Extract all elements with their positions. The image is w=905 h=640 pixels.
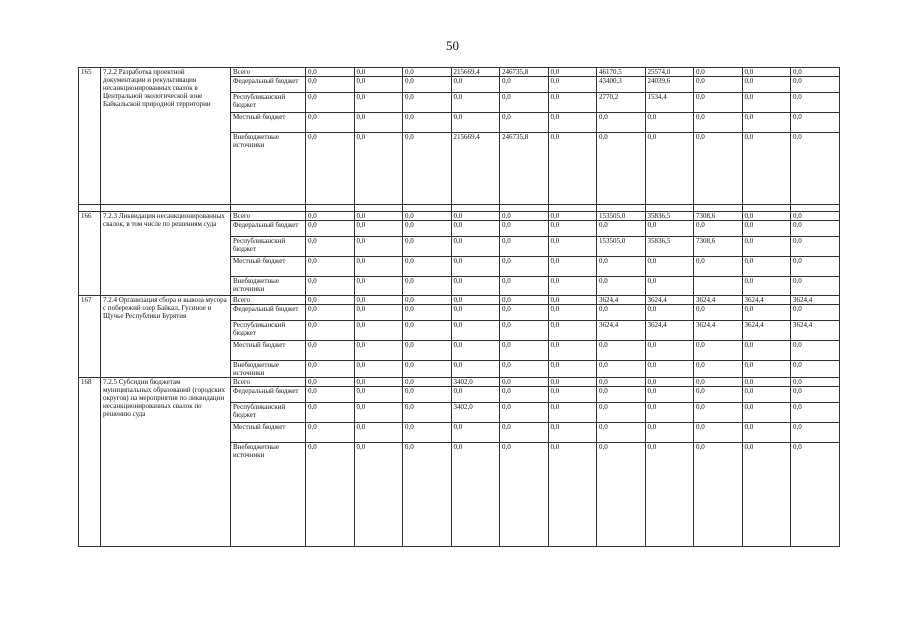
measure-title: 7.2.2 Разработка проектной документации и рекультивация несанкционированных свалок в Центральной экологической зоне Байкальской природной территории: [101, 68, 231, 205]
amount-cell: 0,0: [403, 221, 452, 237]
amount-cell: 0,0: [548, 296, 597, 305]
amount-cell: 0,0: [791, 113, 840, 133]
amount-cell: 0,0: [548, 387, 597, 403]
amount-cell: 43400,3: [597, 77, 646, 93]
amount-cell: 0,0: [354, 212, 403, 221]
amount-cell: 3624,4: [791, 321, 840, 341]
amount-cell: 0,0: [306, 296, 355, 305]
amount-cell: 0,0: [791, 403, 840, 423]
amount-cell: 35836,5: [645, 237, 694, 257]
amount-cell: 0,0: [306, 237, 355, 257]
amount-cell: 0,0: [548, 378, 597, 387]
amount-cell: 3402,0: [451, 403, 500, 423]
amount-cell: 0,0: [403, 361, 452, 378]
measure-title: 7.2.5 Субсидии бюджетам муниципальных образований (городских округов) на мероприятия по ликвидации несанкционированных свалок по решению суда: [101, 378, 231, 547]
amount-cell: 0,0: [354, 68, 403, 77]
amount-cell: 0,0: [742, 212, 791, 221]
amount-cell: 0,0: [548, 237, 597, 257]
budget-table: [78, 67, 840, 547]
table-row: [79, 212, 840, 221]
funding-source: Федеральный бюджет: [231, 77, 306, 93]
amount-cell: 0,0: [742, 113, 791, 133]
amount-cell: 46170,5: [597, 68, 646, 77]
block-spacer: [79, 205, 840, 212]
amount-cell: 0,0: [548, 443, 597, 547]
spacer-cell: [306, 205, 355, 212]
spacer-cell: [791, 205, 840, 212]
measure-title: 7.2.3 Ликвидация несанкционированных свалок, в том числе по решениям суда: [101, 212, 231, 296]
table-row: [79, 296, 840, 305]
amount-cell: 0,0: [597, 387, 646, 403]
spacer-cell: [451, 205, 500, 212]
amount-cell: 0,0: [403, 277, 452, 296]
amount-cell: 0,0: [451, 113, 500, 133]
amount-cell: 35836,5: [645, 212, 694, 221]
amount-cell: 0,0: [791, 77, 840, 93]
spacer-cell: [403, 205, 452, 212]
amount-cell: 3624,4: [742, 296, 791, 305]
amount-cell: 0,0: [742, 387, 791, 403]
amount-cell: 0,0: [694, 341, 743, 361]
funding-source: Внебюджетные источники: [231, 133, 306, 205]
amount-cell: 0,0: [694, 361, 743, 378]
amount-cell: 0,0: [451, 341, 500, 361]
amount-cell: 0,0: [597, 257, 646, 277]
amount-cell: 0,0: [645, 277, 694, 296]
amount-cell: 0,0: [645, 378, 694, 387]
amount-cell: 0,0: [742, 237, 791, 257]
funding-source: Всего: [231, 212, 306, 221]
amount-cell: 0,0: [548, 113, 597, 133]
amount-cell: 1534,4: [645, 93, 694, 113]
row-number: 168: [79, 378, 101, 547]
amount-cell: 0,0: [500, 113, 549, 133]
amount-cell: 0,0: [354, 113, 403, 133]
funding-source: Местный бюджет: [231, 113, 306, 133]
amount-cell: 0,0: [548, 68, 597, 77]
amount-cell: 0,0: [597, 133, 646, 205]
amount-cell: 0,0: [451, 212, 500, 221]
amount-cell: 0,0: [742, 443, 791, 547]
amount-cell: 0,0: [451, 277, 500, 296]
amount-cell: 0,0: [354, 221, 403, 237]
amount-cell: 0,0: [403, 133, 452, 205]
amount-cell: 0,0: [548, 423, 597, 443]
amount-cell: 3402,0: [451, 378, 500, 387]
amount-cell: 0,0: [403, 68, 452, 77]
amount-cell: 0,0: [694, 77, 743, 93]
funding-source: Местный бюджет: [231, 257, 306, 277]
amount-cell: 0,0: [451, 361, 500, 378]
table-row: [79, 68, 840, 77]
amount-cell: 0,0: [306, 68, 355, 77]
funding-source: Внебюджетные источники: [231, 443, 306, 547]
amount-cell: 0,0: [791, 68, 840, 77]
amount-cell: 0,0: [306, 93, 355, 113]
amount-cell: 0,0: [548, 221, 597, 237]
amount-cell: 0,0: [791, 237, 840, 257]
spacer-cell: [548, 205, 597, 212]
amount-cell: 0,0: [694, 387, 743, 403]
amount-cell: 3624,4: [791, 296, 840, 305]
amount-cell: 0,0: [548, 212, 597, 221]
amount-cell: 0,0: [451, 77, 500, 93]
spacer-cell: [597, 205, 646, 212]
amount-cell: 0,0: [500, 93, 549, 113]
amount-cell: 0,0: [791, 361, 840, 378]
amount-cell: 0,0: [694, 423, 743, 443]
amount-cell: 0,0: [403, 296, 452, 305]
amount-cell: 7308,6: [694, 237, 743, 257]
amount-cell: 0,0: [451, 237, 500, 257]
amount-cell: 0,0: [451, 321, 500, 341]
amount-cell: 0,0: [306, 113, 355, 133]
amount-cell: 0,0: [791, 305, 840, 321]
amount-cell: 0,0: [403, 305, 452, 321]
amount-cell: 0,0: [451, 423, 500, 443]
amount-cell: 0,0: [500, 212, 549, 221]
amount-cell: 0,0: [403, 113, 452, 133]
spacer-cell: [231, 205, 306, 212]
table-row: [79, 378, 840, 387]
amount-cell: 0,0: [306, 305, 355, 321]
amount-cell: 0,0: [694, 93, 743, 113]
amount-cell: 0,0: [597, 113, 646, 133]
spacer-cell: [645, 205, 694, 212]
funding-source: Федеральный бюджет: [231, 387, 306, 403]
amount-cell: 0,0: [645, 403, 694, 423]
amount-cell: 0,0: [403, 212, 452, 221]
amount-cell: 0,0: [597, 277, 646, 296]
amount-cell: 0,0: [548, 305, 597, 321]
amount-cell: 0,0: [306, 277, 355, 296]
amount-cell: 0,0: [354, 387, 403, 403]
amount-cell: 0,0: [500, 378, 549, 387]
amount-cell: 153505,0: [597, 212, 646, 221]
page-number: 50: [446, 38, 459, 53]
funding-source: Местный бюджет: [231, 341, 306, 361]
amount-cell: 0,0: [354, 341, 403, 361]
funding-source: Всего: [231, 68, 306, 77]
amount-cell: 0,0: [694, 113, 743, 133]
amount-cell: 0,0: [451, 305, 500, 321]
amount-cell: 0,0: [306, 387, 355, 403]
amount-cell: 0,0: [645, 423, 694, 443]
amount-cell: 0,0: [354, 133, 403, 205]
amount-cell: 0,0: [742, 341, 791, 361]
amount-cell: 0,0: [500, 221, 549, 237]
amount-cell: 0,0: [403, 77, 452, 93]
amount-cell: 0,0: [403, 237, 452, 257]
amount-cell: 0,0: [306, 423, 355, 443]
amount-cell: 0,0: [742, 133, 791, 205]
amount-cell: 0,0: [548, 321, 597, 341]
amount-cell: 3624,4: [694, 296, 743, 305]
amount-cell: 0,0: [354, 443, 403, 547]
amount-cell: 0,0: [742, 93, 791, 113]
amount-cell: 0,0: [500, 305, 549, 321]
amount-cell: 0,0: [451, 93, 500, 113]
amount-cell: 0,0: [403, 321, 452, 341]
amount-cell: 0,0: [694, 443, 743, 547]
amount-cell: 25574,0: [645, 68, 694, 77]
amount-cell: 0,0: [403, 443, 452, 547]
funding-source: Всего: [231, 378, 306, 387]
amount-cell: 0,0: [548, 277, 597, 296]
funding-source: Внебюджетные источники: [231, 361, 306, 378]
amount-cell: 3624,4: [694, 321, 743, 341]
amount-cell: 0,0: [548, 133, 597, 205]
row-number: 167: [79, 296, 101, 378]
amount-cell: 0,0: [694, 133, 743, 205]
amount-cell: 0,0: [597, 221, 646, 237]
amount-cell: 0,0: [403, 341, 452, 361]
amount-cell: 0,0: [500, 277, 549, 296]
amount-cell: 0,0: [403, 378, 452, 387]
funding-source: Республиканский бюджет: [231, 321, 306, 341]
amount-cell: 0,0: [403, 93, 452, 113]
spacer-cell: [694, 205, 743, 212]
spacer-cell: [500, 205, 549, 212]
amount-cell: 0,0: [742, 221, 791, 237]
amount-cell: 0,0: [500, 361, 549, 378]
amount-cell: 0,0: [548, 361, 597, 378]
amount-cell: 0,0: [306, 378, 355, 387]
amount-cell: 0,0: [306, 443, 355, 547]
amount-cell: 0,0: [597, 305, 646, 321]
amount-cell: 0,0: [597, 378, 646, 387]
spacer-cell: [354, 205, 403, 212]
amount-cell: 0,0: [451, 387, 500, 403]
amount-cell: 0,0: [548, 93, 597, 113]
amount-cell: 0,0: [791, 378, 840, 387]
amount-cell: 0,0: [597, 443, 646, 547]
amount-cell: 0,0: [451, 443, 500, 547]
amount-cell: 0,0: [354, 277, 403, 296]
amount-cell: 0,0: [645, 133, 694, 205]
amount-cell: 0,0: [791, 443, 840, 547]
amount-cell: 0,0: [306, 212, 355, 221]
spacer-cell: [742, 205, 791, 212]
amount-cell: 0,0: [306, 221, 355, 237]
amount-cell: 0,0: [500, 257, 549, 277]
amount-cell: 0,0: [500, 403, 549, 423]
amount-cell: 0,0: [354, 361, 403, 378]
amount-cell: 0,0: [694, 257, 743, 277]
amount-cell: 0,0: [742, 361, 791, 378]
amount-cell: 0,0: [354, 257, 403, 277]
amount-cell: 0,0: [451, 257, 500, 277]
amount-cell: 0,0: [451, 221, 500, 237]
amount-cell: 24039,6: [645, 77, 694, 93]
funding-source: Республиканский бюджет: [231, 237, 306, 257]
measure-title: 7.2.4 Организация сбора и вывоза мусора с побережий озер Байкал, Гусиное и Щучье Республики Бурятия: [101, 296, 231, 378]
funding-source: Внебюджетные источники: [231, 277, 306, 296]
amount-cell: 215669,4: [451, 68, 500, 77]
amount-cell: 0,0: [306, 133, 355, 205]
amount-cell: 0,0: [354, 403, 403, 423]
amount-cell: 0,0: [548, 341, 597, 361]
spacer-cell: [79, 205, 101, 212]
spacer-cell: [101, 205, 231, 212]
amount-cell: 3624,4: [645, 321, 694, 341]
amount-cell: 0,0: [500, 77, 549, 93]
amount-cell: 0,0: [306, 361, 355, 378]
amount-cell: 0,0: [742, 277, 791, 296]
amount-cell: 0,0: [500, 387, 549, 403]
amount-cell: 0,0: [306, 403, 355, 423]
amount-cell: 0,0: [500, 321, 549, 341]
amount-cell: 0,0: [742, 305, 791, 321]
amount-cell: 0,0: [694, 403, 743, 423]
amount-cell: 0,0: [548, 403, 597, 423]
amount-cell: 2770,2: [597, 93, 646, 113]
row-number: 165: [79, 68, 101, 205]
amount-cell: 0,0: [354, 77, 403, 93]
amount-cell: 246735,8: [500, 68, 549, 77]
amount-cell: 0,0: [597, 423, 646, 443]
amount-cell: 3624,4: [597, 296, 646, 305]
amount-cell: 0,0: [645, 221, 694, 237]
amount-cell: 0,0: [306, 321, 355, 341]
amount-cell: 0,0: [645, 341, 694, 361]
amount-cell: 0,0: [500, 296, 549, 305]
amount-cell: 0,0: [791, 221, 840, 237]
amount-cell: 0,0: [500, 341, 549, 361]
amount-cell: 0,0: [354, 93, 403, 113]
amount-cell: 0,0: [354, 423, 403, 443]
amount-cell: 3624,4: [645, 296, 694, 305]
amount-cell: 0,0: [354, 321, 403, 341]
amount-cell: 0,0: [742, 378, 791, 387]
amount-cell: 0,0: [645, 443, 694, 547]
funding-source: Федеральный бюджет: [231, 305, 306, 321]
amount-cell: 153505,0: [597, 237, 646, 257]
amount-cell: 0,0: [306, 341, 355, 361]
amount-cell: 0,0: [354, 378, 403, 387]
amount-cell: 0,0: [548, 257, 597, 277]
amount-cell: 0,0: [645, 361, 694, 378]
amount-cell: 0,0: [597, 361, 646, 378]
amount-cell: 0,0: [791, 341, 840, 361]
amount-cell: 0,0: [403, 403, 452, 423]
amount-cell: 0,0: [791, 133, 840, 205]
amount-cell: 0,0: [791, 423, 840, 443]
amount-cell: 0,0: [742, 77, 791, 93]
amount-cell: 0,0: [354, 237, 403, 257]
funding-source: Местный бюджет: [231, 423, 306, 443]
amount-cell: 0,0: [742, 68, 791, 77]
amount-cell: 0,0: [403, 387, 452, 403]
funding-source: Федеральный бюджет: [231, 221, 306, 237]
amount-cell: 0,0: [791, 387, 840, 403]
amount-cell: 0,0: [791, 257, 840, 277]
amount-cell: 0,0: [742, 423, 791, 443]
amount-cell: 0,0: [791, 277, 840, 296]
amount-cell: 0,0: [597, 403, 646, 423]
amount-cell: 0,0: [791, 212, 840, 221]
amount-cell: 246735,8: [500, 133, 549, 205]
amount-cell: 0,0: [548, 77, 597, 93]
amount-cell: 0,0: [500, 423, 549, 443]
amount-cell: 0,0: [694, 378, 743, 387]
amount-cell: 0,0: [306, 77, 355, 93]
funding-source: Республиканский бюджет: [231, 93, 306, 113]
amount-cell: 0,0: [500, 237, 549, 257]
amount-cell: 0,0: [597, 341, 646, 361]
amount-cell: 0,0: [403, 423, 452, 443]
amount-cell: 0,0: [645, 387, 694, 403]
amount-cell: 0,0: [354, 296, 403, 305]
amount-cell: 0,0: [645, 305, 694, 321]
amount-cell: 0,0: [694, 305, 743, 321]
amount-cell: 0,0: [791, 93, 840, 113]
amount-cell: 0,0: [306, 257, 355, 277]
amount-cell: 3624,4: [742, 321, 791, 341]
amount-cell: 0,0: [694, 68, 743, 77]
amount-cell: 0,0: [500, 443, 549, 547]
row-number: 166: [79, 212, 101, 296]
amount-cell: 0,0: [742, 257, 791, 277]
amount-cell: [694, 277, 743, 296]
amount-cell: 7308,6: [694, 212, 743, 221]
amount-cell: 0,0: [694, 221, 743, 237]
amount-cell: 0,0: [451, 296, 500, 305]
amount-cell: 0,0: [354, 305, 403, 321]
funding-source: Всего: [231, 296, 306, 305]
amount-cell: 0,0: [645, 113, 694, 133]
amount-cell: 215669,4: [451, 133, 500, 205]
amount-cell: 0,0: [403, 257, 452, 277]
amount-cell: 3624,4: [597, 321, 646, 341]
funding-source: Республиканский бюджет: [231, 403, 306, 423]
amount-cell: 0,0: [645, 257, 694, 277]
amount-cell: 0,0: [742, 403, 791, 423]
